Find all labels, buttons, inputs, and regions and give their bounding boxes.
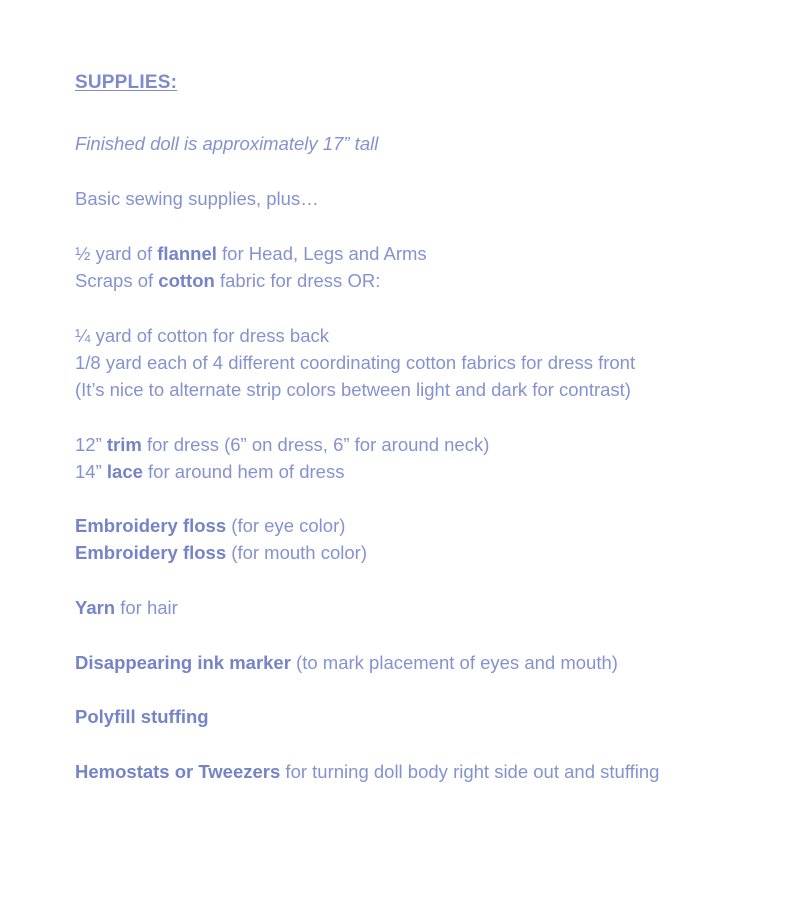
item-bold: cotton xyxy=(158,270,215,291)
item-text: (for eye color) xyxy=(226,515,346,536)
item-text: ½ yard of xyxy=(75,243,158,264)
item-text: (It’s nice to alternate strip colors between light and dark for contrast) xyxy=(75,379,631,400)
item-bold: lace xyxy=(106,461,143,482)
item-text: (to mark placement of eyes and mouth) xyxy=(290,652,618,673)
item-text: ¼ yard of cotton for dress back xyxy=(75,325,329,346)
supply-item-floss-eye xyxy=(75,515,345,537)
supply-item-cotton-scraps xyxy=(75,270,380,292)
item-bold: Yarn xyxy=(75,597,116,618)
supply-item-marker xyxy=(75,652,618,674)
supply-item-polyfill xyxy=(75,706,209,728)
supply-item-trim xyxy=(75,434,489,456)
size-note: Finished doll is approximately 17” tall xyxy=(75,133,379,154)
item-text: 14” xyxy=(75,461,107,482)
item-bold: Embroidery floss xyxy=(75,515,227,536)
supplies-heading: SUPPLIES: xyxy=(75,72,178,93)
item-text: for dress (6” on dress, 6” for around neck) xyxy=(141,434,490,455)
item-text: for around hem of dress xyxy=(142,461,345,482)
item-bold: Polyfill stuffing xyxy=(75,706,209,727)
item-bold: Embroidery floss xyxy=(75,542,227,563)
supply-item-yarn xyxy=(75,597,178,619)
item-text: for turning doll body right side out and stuffing xyxy=(280,761,660,782)
item-bold: Hemostats or Tweezers xyxy=(75,761,281,782)
item-bold: flannel xyxy=(157,243,217,264)
item-text: 1/8 yard each of 4 different coordinating cotton fabrics for dress front xyxy=(75,352,636,373)
item-text: for Head, Legs and Arms xyxy=(216,243,427,264)
supply-item-dress-front xyxy=(75,352,635,374)
supply-item-flannel xyxy=(75,243,427,265)
supply-item-lace xyxy=(75,461,344,483)
item-text: fabric for dress OR: xyxy=(214,270,381,291)
supply-item-contrast-note xyxy=(75,379,631,401)
item-bold: trim xyxy=(106,434,142,455)
item-bold: Disappearing ink marker xyxy=(75,652,291,673)
supply-item-hemostats xyxy=(75,761,659,783)
item-text: 12” xyxy=(75,434,107,455)
item-text: (for mouth color) xyxy=(226,542,367,563)
supply-item-floss-mouth xyxy=(75,542,367,564)
item-text: Scraps of xyxy=(75,270,159,291)
supply-item-dress-back xyxy=(75,325,329,347)
intro-line: Basic sewing supplies, plus… xyxy=(75,188,319,209)
item-text: for hair xyxy=(115,597,178,618)
